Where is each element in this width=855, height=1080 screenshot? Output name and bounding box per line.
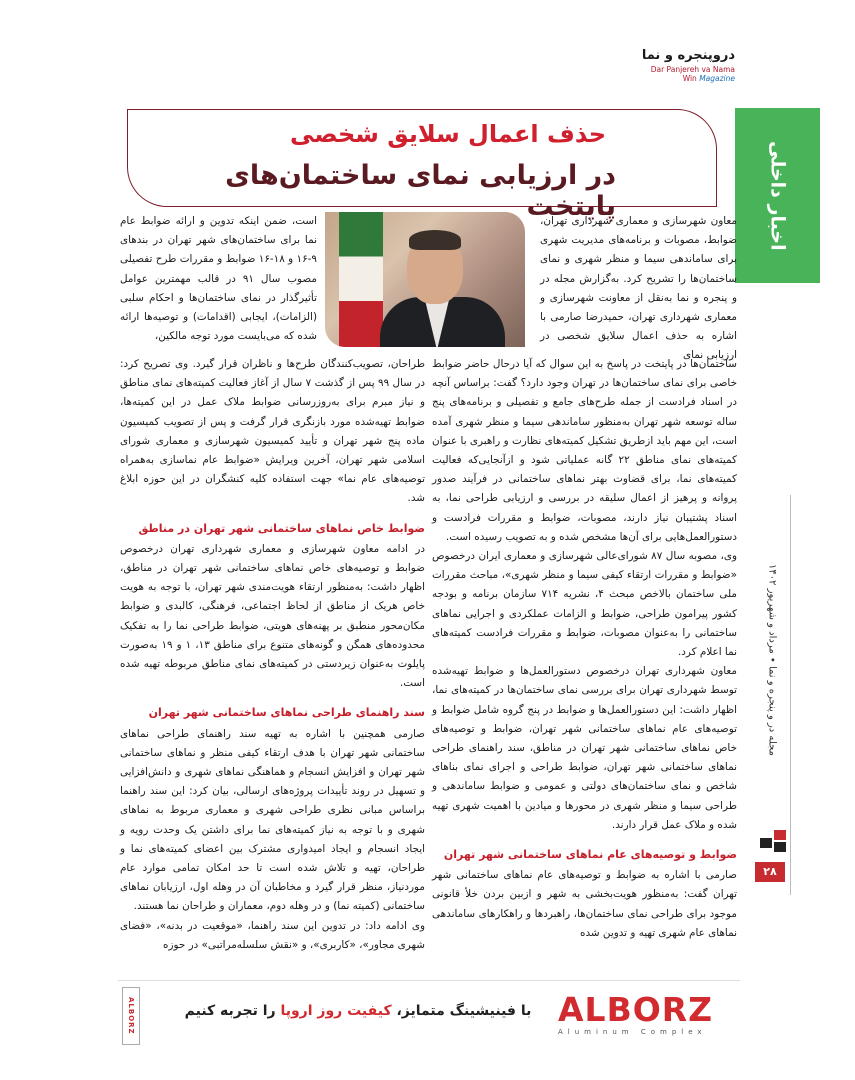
ad-brand-name: ALBORZ <box>558 990 714 1029</box>
column-left-bottom <box>120 355 425 955</box>
paragraph: در ادامه معاون شهرسازی و معماری شهرداری تهران درخصوص ضوابط و توصیه‌های خاص نماهای ساختمانی شهر تهران در مناطق، اظهار داشت: به‌منظور ارتقاء هویت‌مندی شهر تهران، با توجه به هویت خاص هریک از مناطق از لحاظ اجتماعی، فرهنگی، کالبدی و ضوابط مکان‌محور منطبق بر پهنه‌های هویتی، ضوابط طراحی نما را به تفکیک محدوده‌های همگن و گونه‌های متنوع برای مناطق ۱۳، ۱ و ۱۹ به‌صورت پایلوت به‌عنوان زیردستی در کمیته‌های نمای مناطق مربوطه تهیه شده است. <box>120 542 425 690</box>
article-title-line2: در ارزیابی نمای ساختمان‌های پایتخت <box>225 160 616 222</box>
ad-slogan-part2: را تجربه کنیم <box>184 1003 276 1019</box>
magazine-logo-en-name: Dar Panjereh va Nama Win <box>650 65 735 83</box>
speaker-hair <box>409 230 461 250</box>
category-tab <box>735 108 820 283</box>
ad-vertical-logo <box>122 987 140 1045</box>
ad-slogan-part1: با فینیشینگ متمایز، <box>396 1003 532 1019</box>
paragraph: است، ضمن اینکه تدوین و ارائه ضوابط عام نما برای ساختمان‌های شهر تهران در بندهای ۹-۱۶ و ۱۸-۱۶ ضوابط و مقررات طرح تفصیلی مصوب سال ۹۱ در قالب مهمترین عوامل تأثیرگذار در نمای ساختمان‌ها و احکام سلبی (الزامات)، ایجابی (اقدامات) و توصیه‌ها ارائه شده که می‌بایست مورد توجه مالکین، <box>120 215 317 343</box>
speaker-photo <box>325 212 525 347</box>
column-left-top <box>120 212 317 346</box>
paragraph-intro: معاون شهرسازی و معماری شهرداری تهران، ضوابط، مصوبات و برنامه‌های مدیریت شهری برای ساماندهی سیما و منظر شهری و نمای ساختمان‌ها را تشریح کرد. به‌گزارش مجله در و پنجره و نما به‌نقل از معاونت شهرسازی و معماری شهرداری تهران، حمیدرضا صارمی با اشاره به حذف اعمال سلایق شخصی در ارزیابی نمای <box>540 215 737 362</box>
magazine-mark-icon <box>760 830 786 856</box>
article-title-line1: حذف اعمال سلایق شخصی <box>290 120 606 148</box>
ad-vertical-text: ALBORZ <box>127 997 135 1035</box>
flag-graphic <box>339 212 383 347</box>
ad-brand-subtitle: Aluminum Complex <box>558 1028 707 1036</box>
section-heading-general: ضوابط و توصیه‌های عام نماهای ساختمانی شهر تهران <box>443 848 737 862</box>
section-heading-guide: سند راهنمای طراحی نماهای ساختمانی شهر تهران <box>148 706 425 720</box>
column-right-top <box>540 212 737 366</box>
ad-slogan-highlight: کیفیت روز اروپا <box>280 1003 392 1019</box>
magazine-logo-en <box>640 65 735 83</box>
paragraph: صارمی همچنین با اشاره به تهیه سند راهنمای طراحی نماهای ساختمانی شهر تهران با هدف ارتقاء کیفی منظر و نماهای ساختمانی شهر تهران و افزایش انسجام و هماهنگی نماهای شهری و دانش‌افزایی و تسهیل در روند تأییدات پروژه‌های ارسالی، بیان کرد: این سند راهنما براساس مبانی نظری طراحی شهری و معماری مربوط به نماهای شهری و با توجه به نیاز کمیته‌های نما برای داشتن یک وحدت رویه و ایجاد انسجام و ایجاد امیدواری مشترک بین اعضای کمیته‌های نما و طراحان، تهیه و تلاش شده است تا حد امکان تمامی موارد عام موردنیاز، منظر قرار گیرد و مخاطبان آن در وهله اول، ارزیابان نماهای ساختمانی (کمیته نما) و در وهله دوم، معماران و طراحان نما هستند. <box>120 727 425 913</box>
paragraph: وی، مصوبه سال ۸۷ شورای‌عالی شهرسازی و معماری ایران درخصوص «ضوابط و مقررات ارتقاء کیفی سیما و منظر شهری»، مباحث مقررات ملی ساختمان بالاخص مبحث ۴، نشریه ۷۱۴ سازمان برنامه و بودجه کشور پیرامون طراحی، ضوابط و الزامات عملکردی و اجرایی نماهای ساختمانی را به‌عنوان مصوبات، ضوابط و مقررات فرادست کمیته‌های نما اعلام کرد. <box>432 550 737 659</box>
issue-info <box>752 495 792 825</box>
category-label: اخبار داخلی <box>766 140 789 251</box>
paragraph: وی ادامه داد: در تدوین این سند راهنما، «موقعیت در بدنه»، «فضای شهری مجاور»، «کاربری»، و «نقش سلسله‌مراتبی» در حوزه <box>120 919 425 951</box>
magazine-logo <box>640 48 735 82</box>
paragraph: صارمی با اشاره به ضوابط و توصیه‌های عام نماهای ساختمانی شهر تهران گفت: به‌منظور هویت‌بخشی به شهر و ازبین بردن خلأ قانونی موجود برای طراحی نمای ساختمان‌ها، راهبردها و راهکارهای ساماندهی نماهای عام شهری تهیه و تدوین شده <box>432 869 737 939</box>
footer-advertisement <box>118 980 740 1045</box>
ad-slogan <box>168 1003 548 1019</box>
issue-info-text: مجله در و پنجره و نما • مرداد و شهریور ۱۴۰۲ <box>766 564 778 756</box>
ad-brand-logo <box>558 990 740 1037</box>
magazine-logo-fa: دروپنجره و نما <box>641 48 735 63</box>
paragraph: طراحان، تصویب‌کنندگان طرح‌ها و ناظران قرار گیرد. وی تصریح کرد: در سال ۹۹ پس از گذشت ۷ سال از آغاز فعالیت کمیته‌های نمای مناطق و نیاز مبرم برای به‌روزرسانی ضوابط ملاک عمل در این کمیته‌ها، ضوابط تهیه‌شده مورد بازنگری قرار گرفت و پس از تصویب کمیسیون ماده پنج شهر تهران و تأیید کمیسیون شهرسازی و معماری شورای اسلامی شهر تهران، آخرین ویرایش «ضوابط عام نماسازی به‌همراه توصیه‌های عام نما» جهت استفاده کلیه کنشگران در این حوزه ابلاغ شد. <box>120 358 425 505</box>
section-heading-specific: ضوابط خاص نماهای ساختمانی شهر تهران در مناطق <box>138 521 425 535</box>
page-number: ۲۸ <box>755 862 785 882</box>
magazine-logo-en-magazine: Magazine <box>699 74 735 83</box>
column-right-bottom <box>432 355 737 943</box>
paragraph: ساختمان‌ها در پایتخت در پاسخ به این سوال که آیا درحال حاضر ضوابط خاصی برای نمای ساختمان‌ها در تهران وجود دارد؟ گفت: براساس آنچه در اسناد فرادست از جمله طرح‌های جامع و تفصیلی و برنامه‌های پنج ساله توسعه شهر تهران به‌منظور ساماندهی سیما و منظر شهری آمده است، این مهم باید ازطریق تشکیل کمیته‌های نظارت و راهبری با عنوان کمیته‌های نمای مناطق ۲۲ گانه عملیاتی شود و ازآنجایی‌که فعالیت کمیته‌های نما، برای قضاوت بهتر نماهای ساختمانی در فرآیند صدور پروانه و پرهیز از اعمال سلیقه در بررسی و ارزیابی طراحی نما، به اسناد پشتیبان نیاز دارند، مصوبات، ضوابط و مقررات فرادست و دستورالعمل‌هایی برای آن‌ها مشخص شده و به تصویب رسیده است. <box>432 358 738 543</box>
article-title-box <box>127 109 717 222</box>
paragraph: معاون شهرداری تهران درخصوص دستورالعمل‌ها و ضوابط تهیه‌شده توسط شهرداری تهران برای بررسی نمای ساختمان‌ها در کمیته‌های نما، اظهار داشت: این دستورالعمل‌ها و ضوابط در پنج گروه شامل ضوابط و توصیه‌های عام نماهای ساختمانی شهر تهران، ضوابط و توصیه‌های خاص نماهای ساختمانی شهر تهران در مناطق، سند راهنمای طراحی نماهای ساختمانی شهر تهران، ضوابط طراحی و اجرای نمای بناهای شاخص و نمای ساختمان‌های دولتی و عمومی و ضوابط ساماندهی و طراحی سیما و منظر شهری در محورها و میادین با اهمیت شهری تهیه شده و ملاک عمل قرار دارند. <box>432 665 737 831</box>
